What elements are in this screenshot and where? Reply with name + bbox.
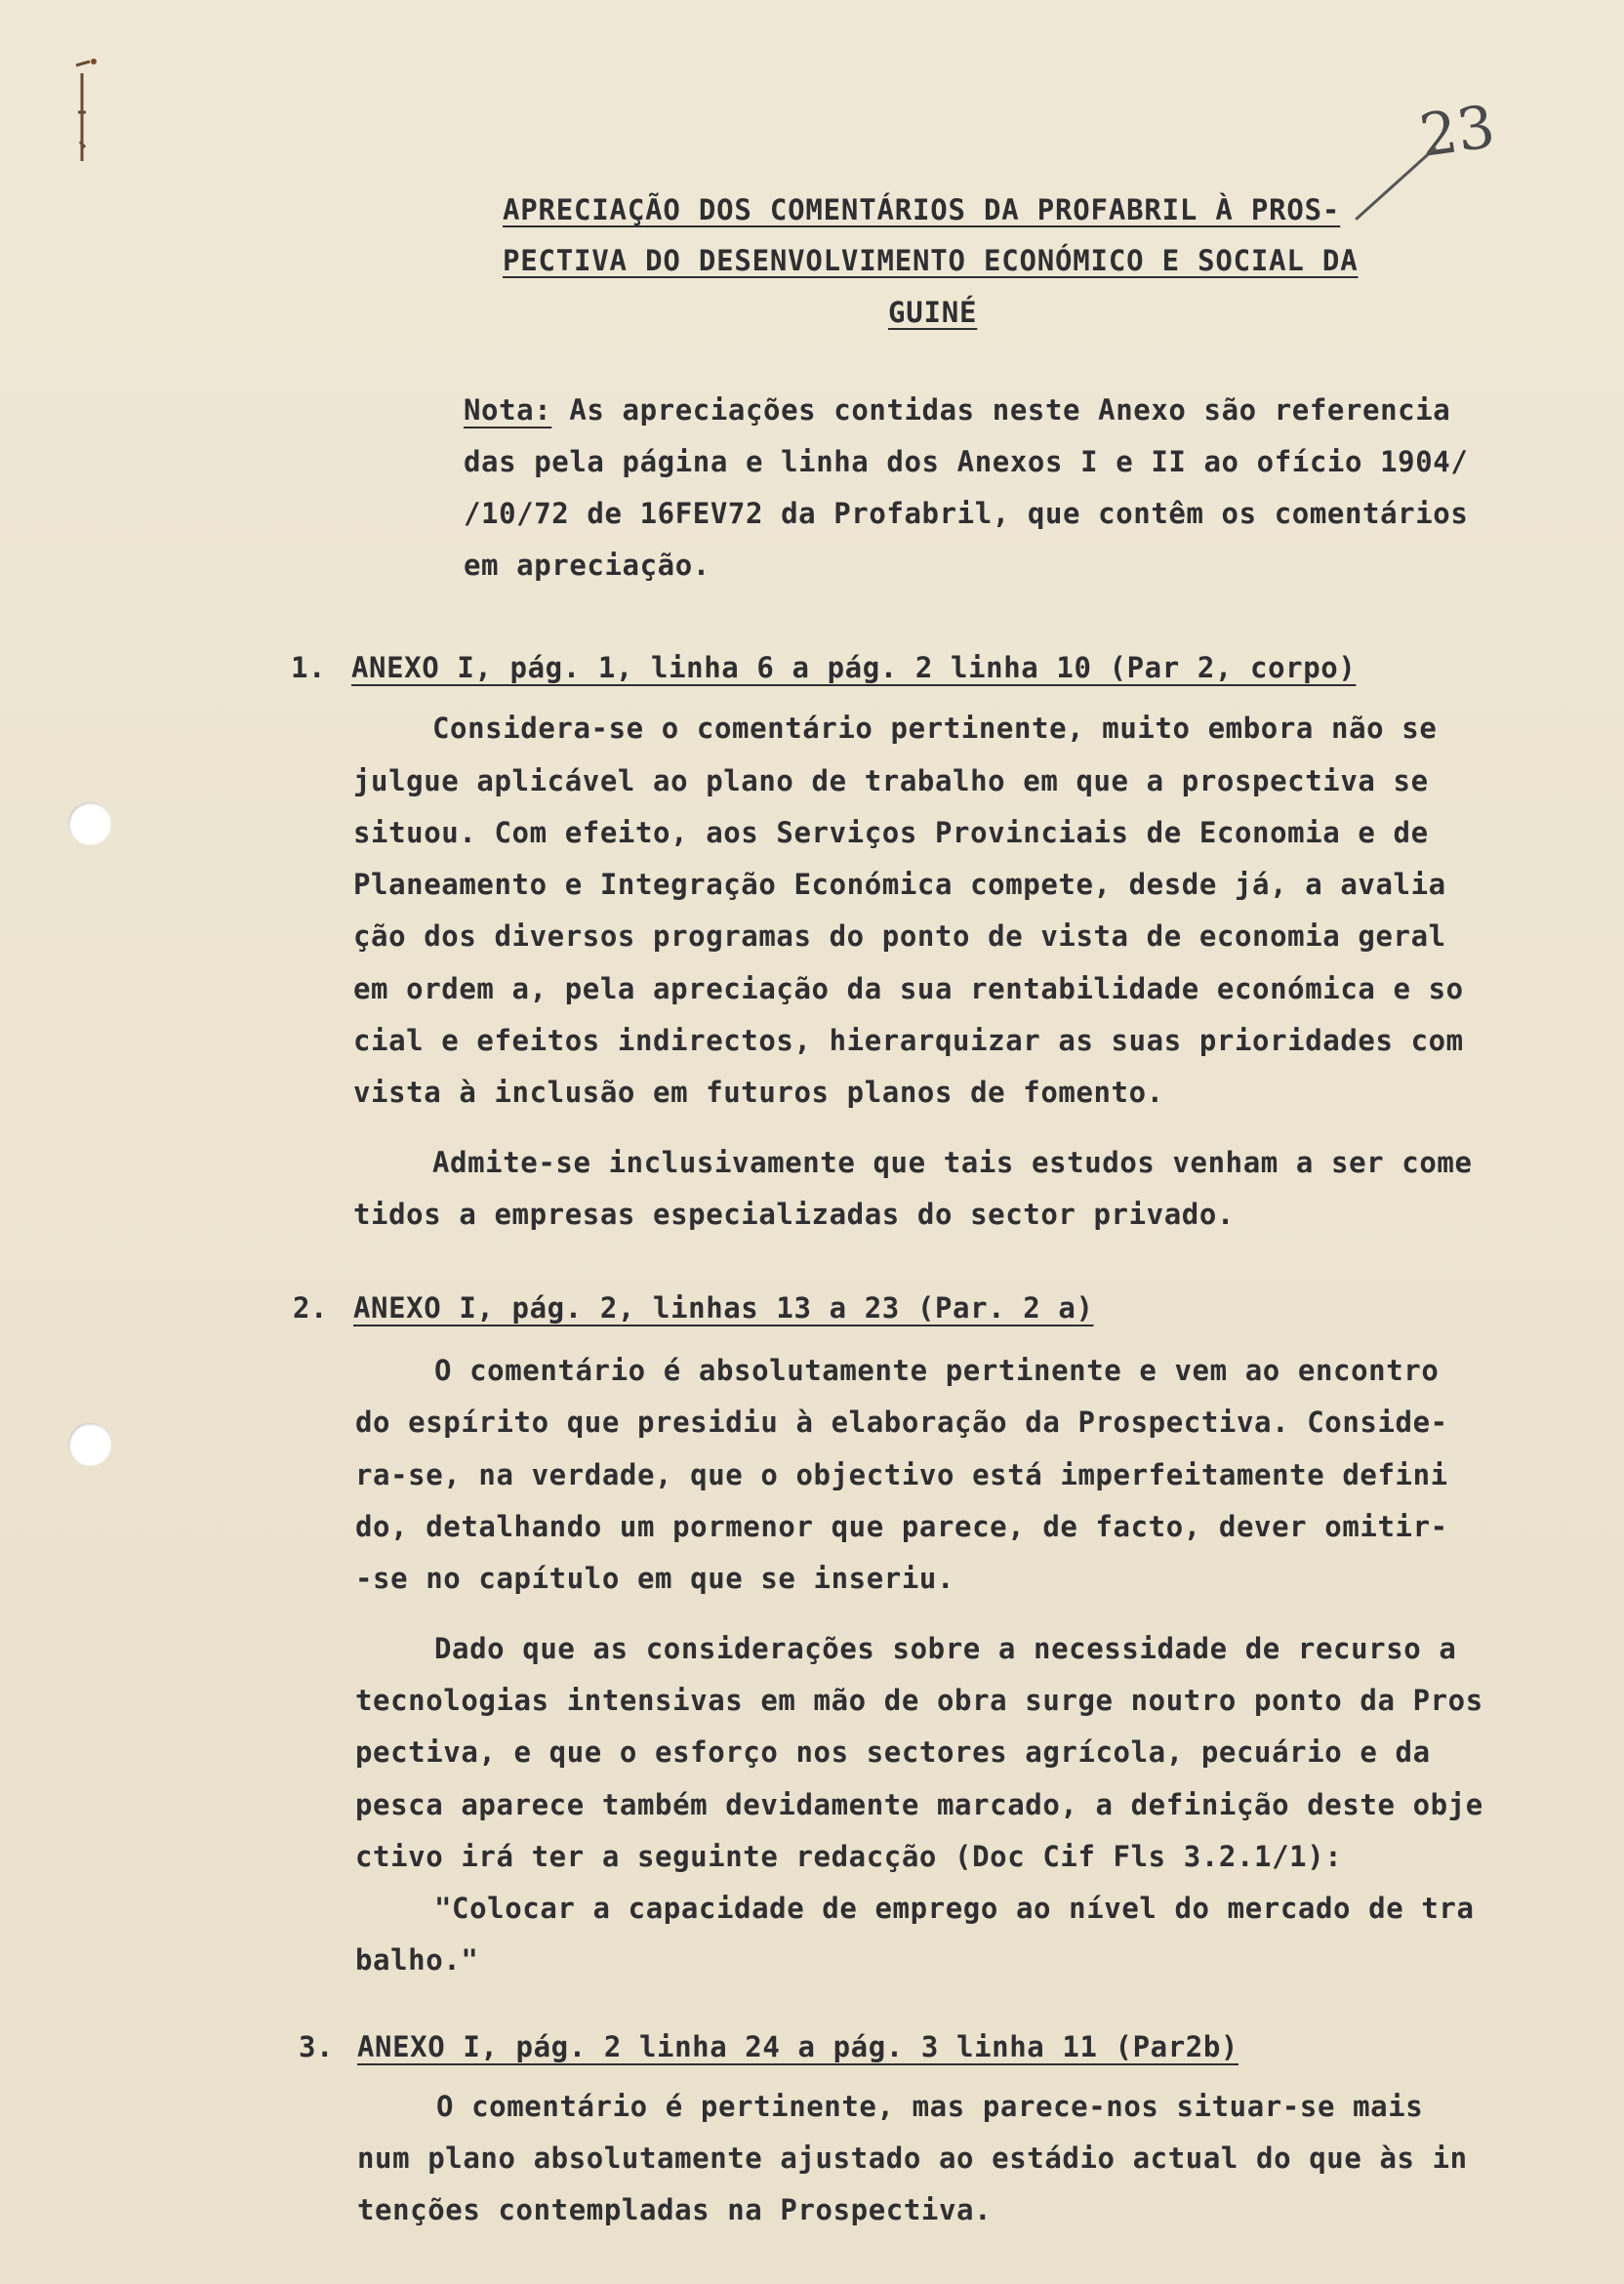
section-2-line: -se no capítulo em que se inseriu. [355,1562,955,1595]
section-1-line: situou. Com efeito, aos Serviços Provinciais de Economia e de [353,816,1429,849]
section-2-line: balho." [355,1943,479,1977]
section-1-line: Admite-se inclusivamente que tais estudos venham a ser come [432,1146,1473,1179]
section-1-heading: ANEXO I, pág. 1, linha 6 a pág. 2 linha 10 (Par 2, corpo) [351,651,1357,684]
note-label: Nota: [464,393,552,427]
handwritten-page-number: 23 [1415,93,1499,171]
section-3-number: 3. [299,2030,335,2063]
section-1-line: Planeamento e Integração Económica compete, desde já, a avalia [353,868,1446,901]
title-line-1: APRECIAÇÃO DOS COMENTÁRIOS DA PROFABRIL À PROS- [503,193,1341,226]
section-3-heading: ANEXO I, pág. 2 linha 24 a pág. 3 linha 11 (Par2b) [357,2030,1238,2063]
section-3-line: O comentário é pertinente, mas parece-nos situar-se mais [436,2090,1424,2123]
section-1-line: em ordem a, pela apreciação da sua rentabilidade económica e so [353,972,1464,1005]
section-1-number: 1. [291,651,327,684]
section-2-line: ra-se, na verdade, que o objectivo está imperfeitamente defini [355,1458,1448,1491]
section-2-line: do, detalhando um pormenor que parece, de facto, dever omitir- [355,1510,1448,1543]
title-line-2: PECTIVA DO DESENVOLVIMENTO ECONÓMICO E SOCIAL DA [503,244,1359,277]
note-line-1 [464,393,1450,427]
section-1-line: ção dos diversos programas do ponto de vista de economia geral [353,919,1446,953]
note-text-1: As apreciações contidas neste Anexo são referencia [551,393,1451,427]
section-2-line: O comentário é absolutamente pertinente e vem ao encontro [434,1354,1440,1387]
section-2-line: ctivo irá ter a seguinte redacção (Doc Cif Fls 3.2.1/1): [355,1840,1343,1873]
note-line-3: /10/72 de 16FEV72 da Profabril, que contêm os comentários [464,497,1469,530]
section-3-line: num plano absolutamente ajustado ao estádio actual do que às in [357,2141,1468,2175]
section-2-line: pesca aparece também devidamente marcado, a definição deste obje [355,1788,1483,1821]
staple-mark [68,54,98,181]
note-line-2: das pela página e linha dos Anexos I e II ao ofício 1904/ [464,445,1469,478]
section-2-number: 2. [293,1291,329,1325]
section-2-heading: ANEXO I, pág. 2, linhas 13 a 23 (Par. 2 a) [353,1291,1094,1325]
section-1-line: vista à inclusão em futuros planos de fomento. [353,1076,1164,1109]
title-line-3: GUINÉ [888,296,978,329]
section-2-line: tecnologias intensivas em mão de obra surge noutro ponto da Pros [355,1684,1483,1717]
punch-hole-top [68,802,111,845]
handwritten-slash [1355,146,1437,221]
section-2-line: do espírito que presidiu à elaboração da Prospectiva. Conside- [355,1406,1448,1439]
section-3-line: tenções contempladas na Prospectiva. [357,2193,993,2226]
section-2-line: Dado que as considerações sobre a necessidade de recurso a [434,1632,1457,1665]
section-1-line: tidos a empresas especializadas do sector privado. [353,1198,1235,1231]
punch-hole-bottom [68,1423,111,1466]
section-1-line: cial e efeitos indirectos, hierarquizar as suas prioridades com [353,1024,1464,1057]
section-1-line: julgue aplicável ao plano de trabalho em que a prospectiva se [353,764,1429,797]
note-line-4: em apreciação. [464,549,710,582]
section-1-line: Considera-se o comentário pertinente, muito embora não se [432,712,1438,745]
section-2-line: pectiva, e que o esforço nos sectores agrícola, pecuário e da [355,1735,1431,1769]
section-2-line: "Colocar a capacidade de emprego ao nível do mercado de tra [434,1892,1475,1925]
